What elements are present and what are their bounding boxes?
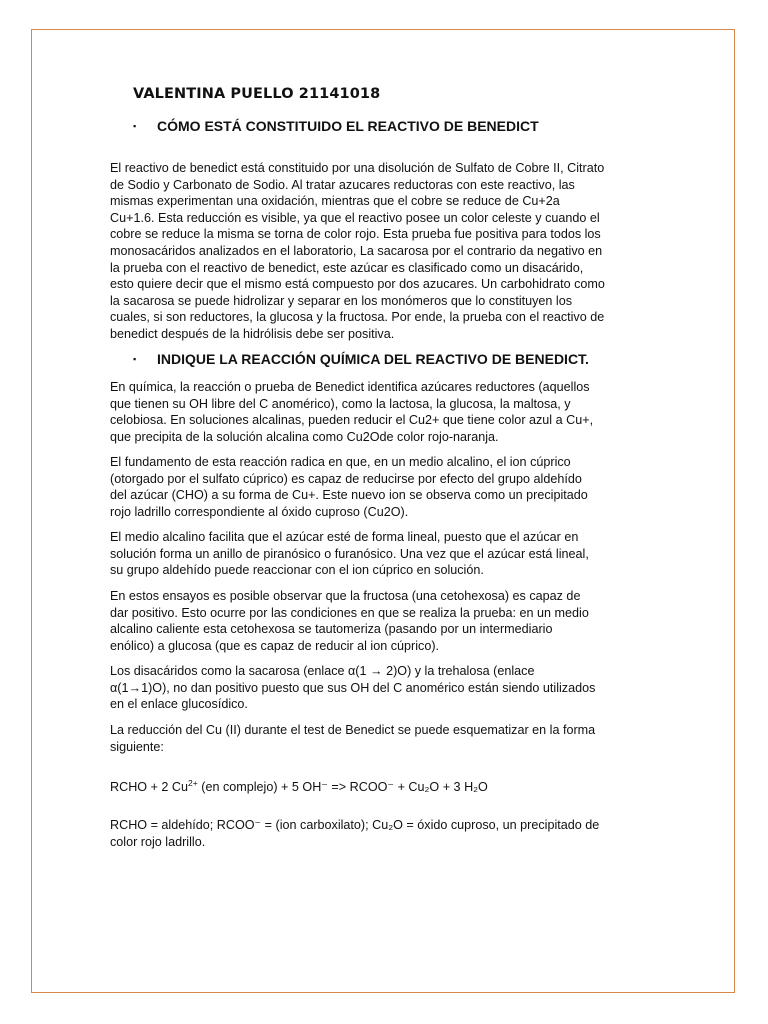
equation-part2: (en complejo) + 5 OH⁻ => RCOO⁻ + Cu₂O + 3 H₂O (197, 780, 488, 795)
reaction-equation (110, 778, 488, 794)
equation-superscript: 2+ (188, 778, 198, 788)
paragraph-reaction-basis: El fundamento de esta reacción radica en que, en un medio alcalino, el ion cúprico (otorgado por el sulfato cúprico) es capaz de reducirse por efecto del grupo aldehído del azúcar (CHO) a su forma de Cu+. Este nuevo ion se observa como un precipitado rojo ladrillo correspondiente al óxido cuproso (Cu2O). (110, 455, 588, 519)
bullet-icon: ▪ (133, 354, 137, 364)
equation-part1: RCHO + 2 Cu (110, 780, 189, 795)
heading-constitution (133, 118, 539, 134)
bullet-icon: ▪ (133, 121, 137, 131)
heading-constitution-text: CÓMO ESTÁ CONSTITUIDO EL REACTIVO DE BENEDICT (157, 118, 539, 134)
author-line: VALENTINA PUELLO 21141018 (133, 86, 381, 102)
paragraph-fructose: En estos ensayos es posible observar que la fructosa (una cetohexosa) es capaz de dar positivo. Esto ocurre por las condiciones en que se realiza la prueba: en un medio alcalino caliente esta cetohexosa se tautomeriza (pasando por un intermediario enólico) a glucosa (que es capaz de reducir al ion cúprico). (110, 589, 589, 653)
paragraph-definitions: RCHO = aldehído; RCOO⁻ = (ion carboxilato); Cu₂O = óxido cuproso, un precipitado de color rojo ladrillo. (110, 818, 600, 849)
paragraph-alkaline-medium: El medio alcalino facilita que el azúcar esté de forma lineal, puesto que el azúcar en solución forma un anillo de piranósico o furanósico. Una vez que el azúcar está lineal, su grupo aldehído puede reaccionar con el ion cúprico en solución. (110, 530, 589, 578)
heading-reaction-text: INDIQUE LA REACCIÓN QUÍMICA DEL REACTIVO DE BENEDICT. (157, 351, 589, 367)
heading-reaction (133, 351, 589, 367)
paragraph-benedict-test: En química, la reacción o prueba de Benedict identifica azúcares reductores (aquellos que tienen su OH libre del C anomérico), como la lactosa, la glucosa, la maltosa, y celobiosa. En soluciones alcalinas, pueden reducir el Cu2+ que tiene color azul a Cu+, que precipita de la solución alcalina como Cu2Ode color rojo-naranja. (110, 380, 594, 444)
paragraph-cu-reduction: La reducción del Cu (II) durante el test de Benedict se puede esquematizar en la forma siguiente: (110, 723, 596, 754)
paragraph-reagent-composition: El reactivo de benedict está constituido por una disolución de Sulfato de Cobre II, Citrato de Sodio y Carbonato de Sodio. Al tratar azucares reductoras con este reactivo, las mismas experimentan una oxidación, mientras que el cobre se reduce de Cu+2a Cu+1.6. Esta reducción es visible, ya que el reactivo posee un color celeste y cuando el cobre se reduce la misma se torna de color rojo. Esta prueba fue positiva para todos los monosacáridos analizados en el laboratorio, La sacarosa por el contrario da negativo en la prueba con el reactivo de benedict, este azúcar es clasificado como un disacárido, esto quiere decir que el mismo está compuesto por dos azucares. Un carbohidrato como la sacarosa se puede hidrolizar y separar en los monómeros que lo constituyen los cuales, si son reductores, la glucosa y la fructosa. Por ende, la prueba con el reactivo de benedict después de la hidrólisis debe ser positiva. (110, 161, 605, 341)
paragraph-disaccharides: Los disacáridos como la sacarosa (enlace α(1 → 2)O) y la trehalosa (enlace α(1→1)O), no dan positivo puesto que sus OH del C anomérico están siendo utilizados en el enlace glucosídico. (110, 664, 596, 712)
